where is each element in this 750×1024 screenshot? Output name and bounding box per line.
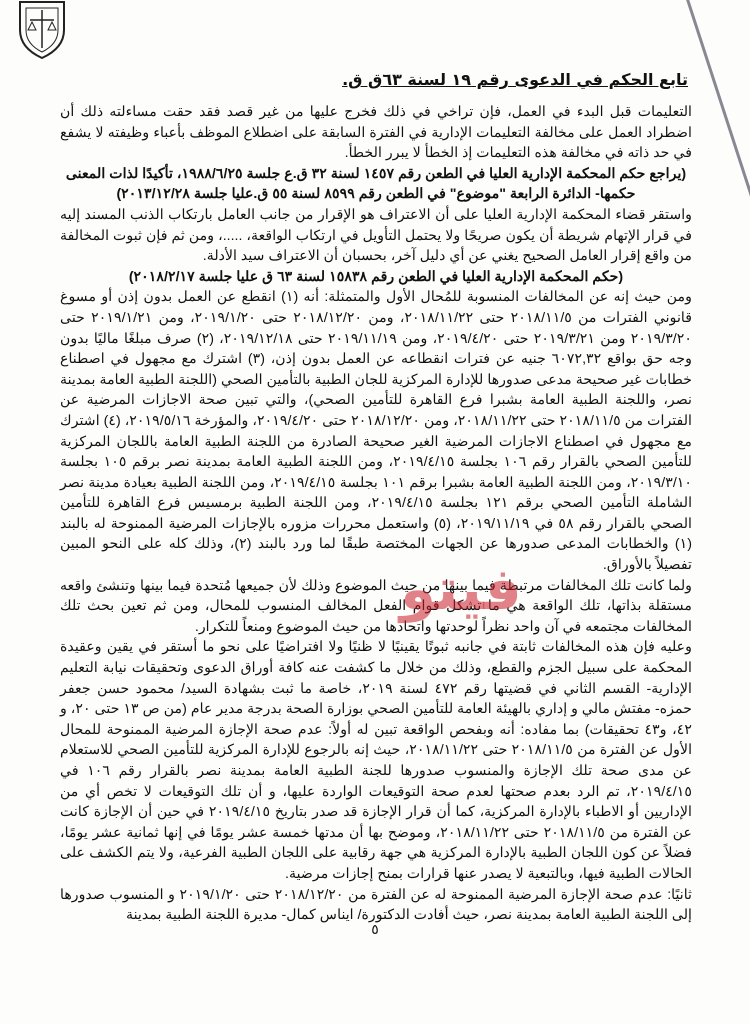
watermark: فيتو	[400, 555, 522, 623]
paragraph: التعليمات قبل البدء في العمل، فإن تراخي في ذلك فخرج عليها من غير قصد فقد حقت مساءلته ذلك أن اضطراد العمل على مخالفة التعليمات الإدارية في الفترة السابقة على اضطلاع الموظف بأعباء وظيفته لا يشفع في حد ذاته في مخالفة هذه التعليمات إذ الخطأ لا يبرر الخطأ.	[60, 104, 692, 162]
document-body	[60, 102, 692, 926]
citation: (يراجع حكم المحكمة الإدارية العليا في الطعن رقم ١٤٥٧ لسنة ٣٢ ق.ع جلسة ١٩٨٨/٦/٢٥، تأكيدًا لذات المعنى حكمها- الدائرة الرابعة "موضوع" في الطعن رقم ٨٥٩٩ لسنة ٥٥ ق.عليا جلسة ٢٠١٣/١٢/٢٨)	[65, 165, 687, 203]
paragraph: ثانيًا: عدم صحة الإجازة المرضية الممنوحة له عن الفترة من ٢٠١٨/١٢/٢٠ حتى ٢٠١٩/١/٢٠ و المنسوب صدورها إلى اللجنة الطبية العامة بمدينة نصر، حيث أفادت الدكتورة/ ايناس كمال- مديرة اللجنة الطبية بمدينة	[60, 886, 692, 924]
paragraph: ولما كانت تلك المخالفات مرتبطة فيما بينها من حيث الموضوع وذلك لأن جميعها مُتحدة فيما بينها وتنشئ واقعه مستقلة بذاتها، تلك الواقعة هي ما تشكل قوام الفعل المخالف المنسوب للمحال، ومن ثم تعين بحث تلك المخالفات مجتمعه في آن واحد نظراً لوحدتها واتحادها من حيث الموضوع ومنعاً للتكرار.	[60, 577, 692, 635]
court-emblem-icon	[12, 0, 72, 60]
paragraph: واستقر قضاء المحكمة الإدارية العليا على أن الاعتراف هو الإقرار من جانب العامل بارتكاب الذنب المسند إليه في قرار الإتهام شريطة أن يكون صريحًا ولا يحتمل التأويل في ارتكاب الواقعة، .....، ومن ثم فإن ثبوت المخالفة من واقع إقرار العامل الصحيح يغني عن أي دليل آخر، بحسبان أن الاعتراف سيد الأدلة.	[60, 206, 692, 265]
page-number: ٥	[371, 922, 379, 938]
paragraph: وعليه فإن هذه المخالفات ثابتة في جانبه ثبوتًا يقينيًا لا ظنيًا ولا افتراضيًا على نحو ما أستقر في يقين وعقيدة المحكمة على سبيل الجزم والقطع، وذلك من خلال ما كشفت عنه كافة أوراق الدعوى وتحقيقات نيابة التعليم الإدارية- القسم الثاني في قضيتها رقم ٤٧٢ لسنة ٢٠١٩، خاصة ما ثبت بشهادة السيد/ محمود حسن جعفر حمزه- مفتش مالي و إداري بالهيئة العامة للتأمين الصحي بوزارة الصحة بدرجة مدير عام (من ص ١٣ حتى ٢٠، و ٤٢، و٤٣ تحقيقات) بما مفاده: أنه وبفحص الواقعة تبين له أولاً: عدم صحة الإجازة المرضية الممنوحة للمحال الأول عن الفترة من ٢٠١٨/١١/٥ حتى ٢٠١٨/١١/٢٢، حيث إنه بالرجوع للإدارة المركزية للتأمين الصحي للاستعلام عن مدى صحة تلك الإجازة والمنسوب صدورها للجنة الطبية العامة بمدينة نصر بالقرار رقم ١٠٦ في ٢٠١٩/٤/١٥، تم الرد بعدم صحتها لعدم صحة التوقيعات الواردة عليها، و أن تلك التوقيعات لا تخص أي من الإداريين أو الاطباء بالإدارة المركزية، كما أن قرار الإجازة قد صدر بتاريخ ٢٠١٩/٤/١٥ في حين أن الإجازة كانت عن الفترة من ٢٠١٨/١١/٥ حتى ٢٠١٨/١١/٢٢، وموضح بها أن مدتها خمسة عشر يومًا في إنها ثمانية عشر يومًا، فضلاً عن كون اللجان الطبية بالإدارة المركزية هي جهة رقابية على اللجان الطبية الفرعية، ولا يتم الكشف على الحالات الطبية فيها، وبالتبعية لا يصدر عنها قرارات بمنح إجازات مرضية.	[60, 639, 693, 882]
citation: (حكم المحكمة الإدارية العليا في الطعن رقم ١٥٨٣٨ لسنة ٦٣ ق عليا جلسة ٢٠١٨/٢/١٧)	[128, 268, 624, 285]
paragraph: ومن حيث إنه عن المخالفات المنسوبة للمُحال الأول والمتمثلة: أنه (١) انقطع عن العمل بدون إذن أو مسوغ قانوني الفترات من ٢٠١٨/١١/٥ حتى ٢٠١٨/١١/٢٢، ومن ٢٠١٨/١٢/٢٠ حتى ٢٠١٩/١/٢٠، ومن ٢٠١٩/١/٢١ حتى ٢٠١٩/٣/٢٠ ومن ٢٠١٩/٣/٢١ حتى ٢٠١٩/٤/٢٠، ومن ٢٠١٩/١١/١٩ حتى ٢٠١٩/١٢/١٨، (٢) صرف مبلغًا ماليًا بدون وجه حق بواقع ٦٠٧٢,٣٢ جنيه عن فترات انقطاعه عن العمل بدون إذن، (٣) اشترك مع مجهول في اصطناع خطابات غير صحيحة مدعى صدورها للإدارة المركزية للجان الطبية بالتأمين الصحي (اللجنة الطبية العامة بمدينة نصر، واللجنة الطبية العامة بشبرا فرع القاهرة للتأمين الصحي)، والتي تبين صحة الاجازات المرضية عن الفترات من ٢٠١٨/١١/٥ حتى ٢٠١٨/١١/٢٢، ومن ٢٠١٨/١٢/٢٠ حتى ٢٠١٩/٤/٢٠، والمؤرخة ٢٠١٩/٥/١٦، (٤) اشترك مع مجهول في اصطناع الاجازات المرضية الغير صحيحة الصادرة من اللجنة الطبية العامة باللجان المركزية للتأمين الصحي بالقرار رقم ١٠٦ بجلسة ٢٠١٩/٤/١٥، ومن اللجنة الطبية العامة بمدينة نصر برقم ١٠٥ بجلسة ٢٠١٩/٣/١٠، ومن اللجنة الطبية العامة بشبرا برقم ١٠١ بجلسة ٢٠١٩/٤/١٥، ومن اللجنة الطبية بعيادة مدينة نصر الشاملة التأمين الصحي برقم ١٢١ بجلسة ٢٠١٩/٤/١٥، ومن اللجنة الطبية برمسيس فرع القاهرة للتأمين الصحي بالقرار رقم ٥٨ في ٢٠١٩/١١/١٩، (٥) واستعمل محررات مزوره بالإجازات المرضية الممنوحة له بالبند (١) والخطابات المدعى صدورها عن الجهات المختصة طبقًا لما ورد بالبند (٢)، وذلك كله على النحو المبين تفصيلاً بالأوراق.	[60, 289, 693, 574]
scan-page-edge	[685, 0, 750, 204]
page-title: تابع الحكم في الدعوى رقم ١٩ لسنة ٦٣ق ق.	[342, 70, 688, 89]
